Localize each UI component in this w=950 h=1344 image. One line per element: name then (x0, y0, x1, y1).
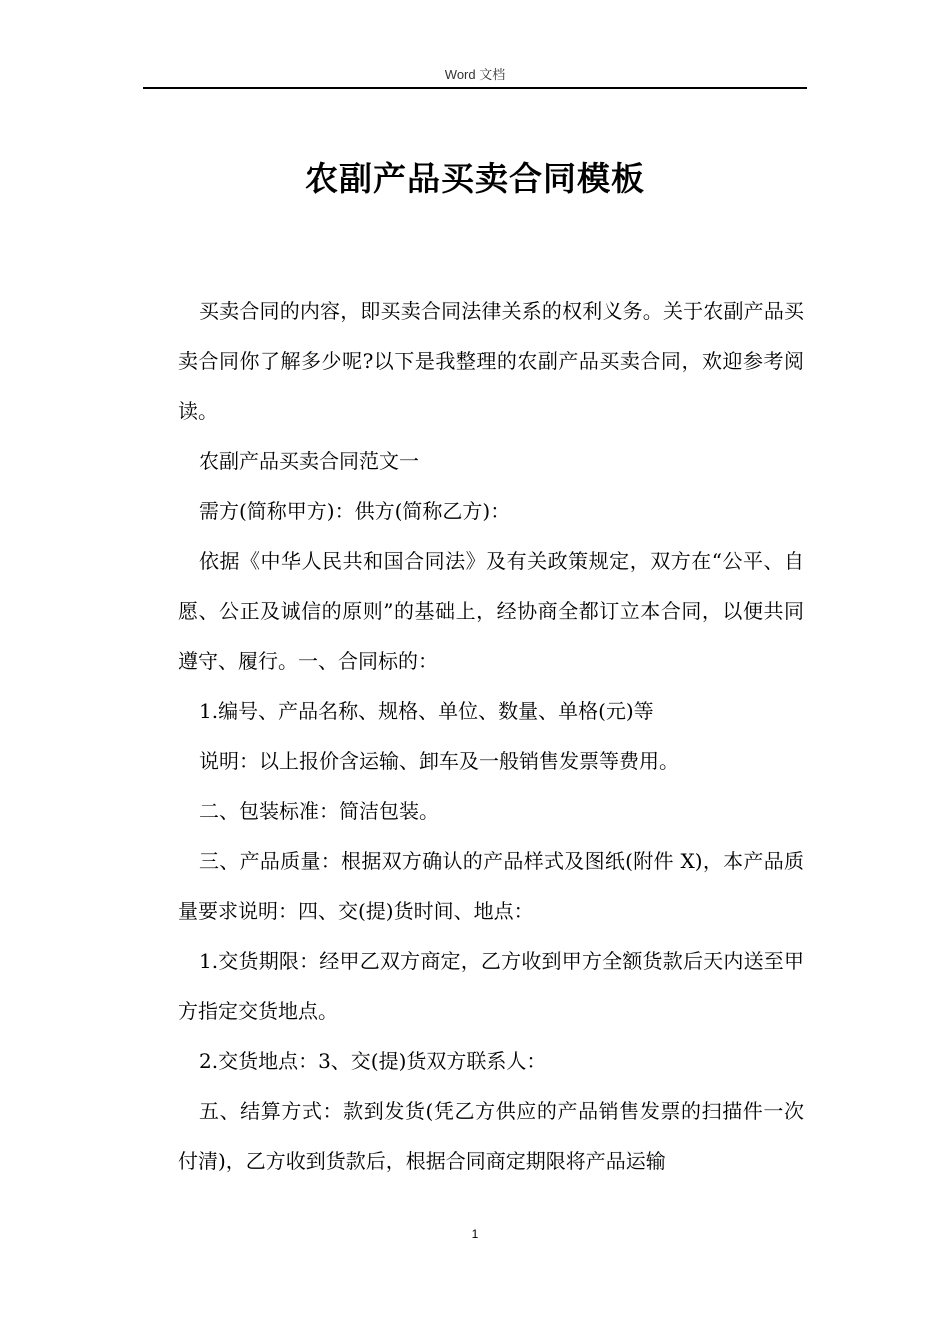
header-divider (143, 87, 807, 89)
paragraph-item-list: 1.编号、产品名称、规格、单位、数量、单格(元)等 (199, 699, 654, 723)
paragraph-settlement: 五、结算方式：款到发货(凭乙方供应的产品销售发票的扫描件一次付清)，乙方收到货款后，根据合同商定期限将产品运输 (178, 1099, 804, 1173)
document-body (178, 286, 804, 1186)
document-title: 农副产品买卖合同模板 (305, 159, 645, 198)
paragraph-price-note: 说明：以上报价含运输、卸车及一般销售发票等费用。 (199, 749, 679, 773)
paragraph-delivery-term: 1.交货期限：经甲乙双方商定，乙方收到甲方全额货款后天内送至甲方指定交货地点。 (178, 949, 804, 1023)
paragraph-sample-heading: 农副产品买卖合同范文一 (199, 449, 419, 473)
page-header: Word 文档 (444, 67, 506, 82)
paragraph-packaging: 二、包装标准：简洁包装。 (199, 799, 439, 823)
paragraph-delivery-place: 2.交货地点：3、交(提)货双方联系人： (199, 1049, 547, 1073)
paragraph-parties: 需方(简称甲方)：供方(简称乙方)： (199, 499, 511, 523)
page-number: 1 (471, 1227, 479, 1241)
paragraph-basis: 依据《中华人民共和国合同法》及有关政策规定，双方在“公平、自愿、公正及诚信的原则”的基础上，经协商全都订立本合同，以便共同遵守、履行。一、合同标的： (178, 549, 804, 673)
paragraph-intro: 买卖合同的内容，即买卖合同法律关系的权利义务。关于农副产品买卖合同你了解多少呢?以下是我整理的农副产品买卖合同，欢迎参考阅读。 (178, 299, 804, 423)
paragraph-quality: 三、产品质量：根据双方确认的产品样式及图纸(附件 X)，本产品质量要求说明：四、交(提)货时间、地点： (178, 849, 804, 923)
